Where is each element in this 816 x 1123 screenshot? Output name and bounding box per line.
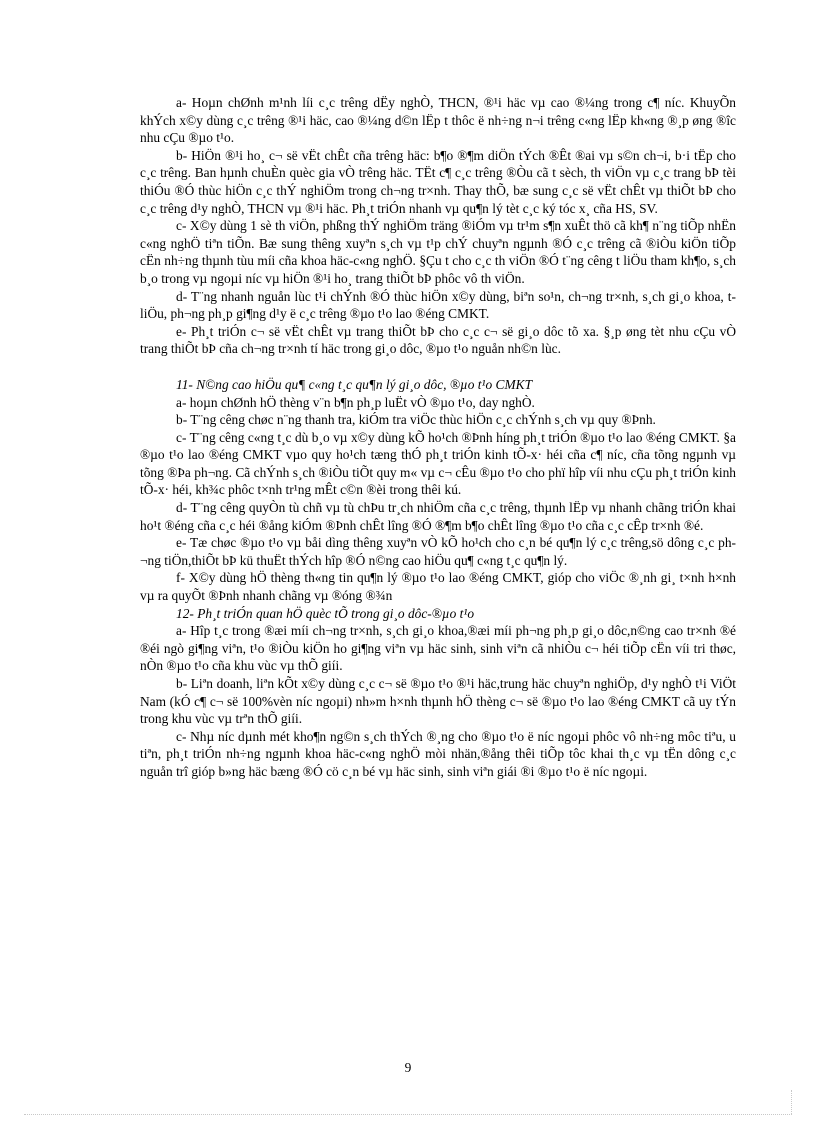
section-11-paragraph-f: f- X©y dùng hÖ thèng th«ng tin qu¶n lý ®µo t¹o lao ®éng CMKT, gióp cho viÖc ®¸nh gi¸ t×nh h×nh vµ ra quyÕt ®Þnh nhanh chãng vµ ®óng ®¾n — [140, 570, 736, 604]
section-11-heading: 11- N©ng cao hiÖu qu¶ c«ng t¸c qu¶n lý gi¸o dôc, ®µo t¹o CMKT — [176, 376, 533, 392]
paragraph-d: d- T¨ng nhanh nguån lùc t¹i chÝnh ®Ó thùc hiÖn x©y dùng, biªn so¹n, ch¬ng tr×nh, s¸ch gi¸o khoa, t liÖu, ph¬ng ph¸p gi¶ng d¹y ë c¸c trêng ®µo t¹o lao ®éng CMKT. — [140, 288, 736, 322]
paragraph-e: e- Ph¸t triÓn c¬ së vËt chÊt vµ trang thiÕt bÞ cho c¸c c¬ së gi¸o dôc tõ xa. §¸p øng tèt nhu cÇu vÒ trang thiÕt bÞ cña ch¬ng tr×nh tí häc trong gi¸o dôc, ®µo t¹o nguån nh©n lùc. — [140, 323, 736, 357]
section-12-paragraph-c: c- Nhµ níc dµnh mét kho¶n ng©n s¸ch thÝch ®¸ng cho ®µo t¹o ë níc ngoµi phôc vô nh÷ng môc tiªu, u tiªn, ph¸t triÓn nh÷ng ngµnh khoa häc-c«ng nghÖ mòi nhän,®ång thêi tiÕp tôc khai th¸c vµ tËn dông c¸c nguån trî gióp b»ng häc bæng ®Ó cö c¸n bé vµ häc sinh, sinh viªn giái ®i ®µo t¹o ë níc ngoµi. — [140, 728, 736, 779]
paragraph-c: c- X©y dùng 1 sè th viÖn, phßng thÝ nghiÖm träng ®iÓm vµ tr¹m s¶n xuÊt thö cã kh¶ n¨ng tiÕp nhËn c«ng nghÖ tiªn tiÕn. Bæ sung thêng xuyªn s¸ch vµ t¹p chÝ chuyªn ngµnh ®Ó c¸c trêng cã ®iÒu kiÖn tiÕp cËn nh÷ng thµnh tùu míi cña khoa häc-c«ng nghÖ. §Çu t cho c¸c th viÖn ®Ó t¨ng cêng t liÖu tham kh¶o, s¸ch b¸o trong vµ ngoµi níc vµ hiÖn ®¹i ho¸ trang thiÕt bÞ phôc vô th viÖn. — [140, 218, 736, 286]
section-11-paragraph-e: e- Tæ chøc ®µo t¹o vµ båi dìng thêng xuyªn vÒ kÕ ho¹ch cho c¸n bé qu¶n lý c¸c trêng,sö dông c¸c ph¬ng tiÖn,thiÕt bÞ kü thuËt thÝch hîp ®Ó n©ng cao hiÖu qu¶ c«ng t¸c qu¶n lý. — [140, 535, 736, 568]
section-11-paragraph-d: d- T¨ng cêng quyÒn tù chñ vµ tù chÞu tr¸ch nhiÖm cña c¸c trêng, thµnh lËp vµ nhanh chãng triÓn khai ho¹t ®éng cña c¸c héi ®ång kiÓm ®Þnh chÊt lîng ®Ó ®¶m b¶o chÊt lîng ®µo t¹o cña c¸c cÊp tr×nh ®é. — [140, 500, 736, 533]
section-12-heading: 12- Ph¸t triÓn quan hÖ quèc tÕ trong gi¸o dôc-®µo t¹o — [176, 605, 475, 621]
section-12-paragraph-a: a- Hîp t¸c trong ®æi míi ch¬ng tr×nh, s¸ch gi¸o khoa,®æi míi ph¬ng ph¸p gi¸o dôc,n©ng cao tr×nh ®é ®éi ngò gi¶ng viªn, t¹o ®iÒu kiÖn ho gi¶ng viªn vµ häc sinh, sinh viªn cã nhiÒu c¬ héi tiÕp cËn víi tri thøc, nÒn ®µo t¹o cña khu vùc vµ thÕ giíi. — [140, 623, 736, 674]
page-content — [140, 94, 736, 781]
section-11-paragraph-c: c- T¨ng cêng c«ng t¸c dù b¸o vµ x©y dùng kÕ ho¹ch ®Þnh híng ph¸t triÓn ®µo t¹o lao ®éng CMKT. §a ®µo t¹o lao ®éng CMKT vµo quy ho¹ch tæng thÓ ph¸t triÓn kinh tÕ-x· héi cña c¶ níc, cña tõng ngµnh vµ tõng ®Þa ph¬ng. Cã chÝnh s¸ch ®iÒu tiÕt quy m« vµ c¬ cÊu ®µo t¹o cho phï hîp víi nhu cÇu ph¸t triÓn kinh tÕ-x· héi, kh¾c phôc t×nh tr¹ng mÊt c©n ®èi trong thêi kú. — [140, 429, 736, 498]
page-border-corner — [791, 1090, 792, 1114]
page-border-bottom — [24, 1114, 792, 1115]
paragraph-a: a- Hoµn chØnh m¹nh líi c¸c trêng dËy nghÒ, THCN, ®¹i häc vµ cao ®¼ng trong c¶ níc. KhuyÕn khÝch x©y dùng c¸c trêng ®¹i häc, cao ®¼ng d©n lËp t thôc ë nh÷ng n¬i trêng c«ng lËp kh«ng ®¸p øng ®îc nhu cÇu ®µo t¹o. — [140, 95, 736, 146]
section-11-paragraph-b: b- T¨ng cêng chøc n¨ng thanh tra, kiÓm tra viÖc thùc hiÖn c¸c chÝnh s¸ch vµ quy ®Þnh. — [176, 412, 656, 428]
section-12-paragraph-b: b- Liªn doanh, liªn kÕt x©y dùng c¸c c¬ së ®µo t¹o ®¹i häc,trung häc chuyªn nghiÖp, d¹y nghÒ t¹i ViÖt Nam (kÓ c¶ c¬ së 100%vèn níc ngoµi) nh»m h×nh thµnh hÖ thèng c¬ së ®µo t¹o lao ®éng CMKT cã uy tÝn trong khu vùc vµ trªn thÕ giíi. — [140, 676, 736, 727]
page-number: 9 — [404, 1060, 412, 1075]
paragraph-b: b- HiÖn ®¹i ho¸ c¬ së vËt chÊt cña trêng häc: b¶o ®¶m diÖn tÝch ®Êt ®ai vµ s©n ch¬i, b·i tËp cho c¸c trêng. Ban hµnh chuÈn quèc gia vÒ trêng häc. TËt c¶ c¸c trêng ®Òu cã t sèch, th viÖn vµ c¸c trang bÞ tèi thiÓu ®Ó thùc hiÖn c¸c thÝ nghiÖm trong ch¬ng tr×nh. Thay thÕ, bæ sung c¸c së vËt chÊt vµ thiÕt bÞ cho c¸c trêng d¹y nghÒ, THCN vµ ®¹i häc. Ph¸t triÓn nhanh vµ qu¶n lý tèt c¸c ký tóc x¸ cña HS, SV. — [140, 147, 736, 216]
section-11-paragraph-a: a- hoµn chØnh hÖ thèng v¨n b¶n ph¸p luËt vÒ ®µo t¹o, day nghÒ. — [176, 394, 535, 410]
